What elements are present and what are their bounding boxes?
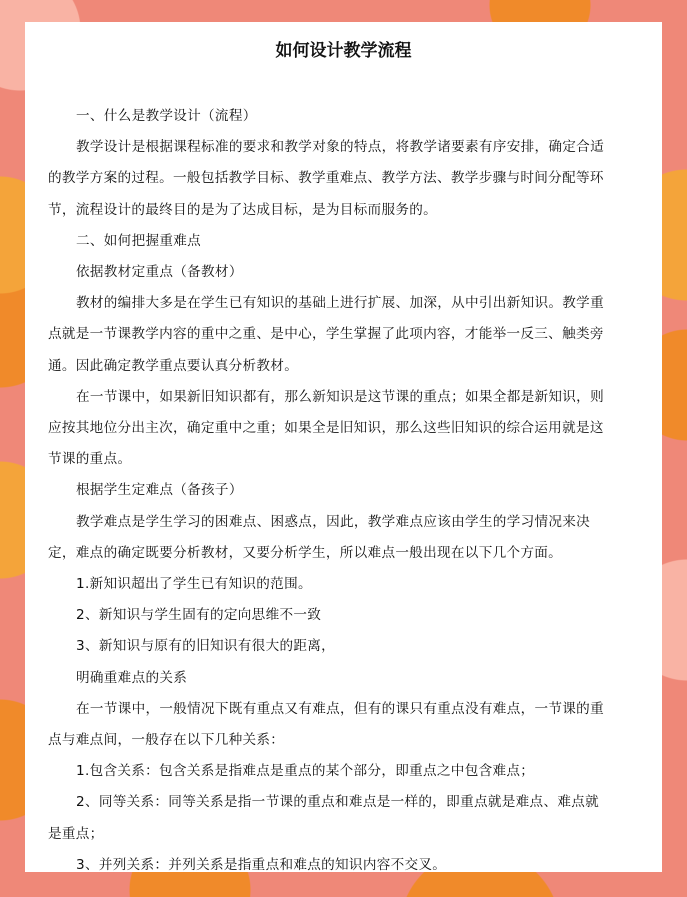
text-line: 点与难点间，一般存在以下几种关系： (48, 732, 285, 748)
text-line: 教学设计是根据课程标准的要求和教学对象的特点，将教学诸要素有序安排，确定合适 (76, 139, 604, 156)
text-line: 教材的编排大多是在学生已有知识的基础上进行扩展、加深，从中引出新知识。教学重 (76, 295, 604, 312)
text-line: 的教学方案的过程。一般包括教学目标、教学重难点、教学方法、教学步骤与时间分配等环 (48, 170, 604, 187)
text-line: 1.新知识超出了学生已有知识的范围。 (76, 576, 312, 592)
document-title: 如何设计教学流程 (275, 41, 412, 61)
text-line: 点就是一节课教学内容的重中之重、是中心，学生掌握了此项内容，才能举一反三、触类旁 (48, 326, 604, 343)
text-line: 2、同等关系：同等关系是指一节课的重点和难点是一样的，即重点就是难点、难点就 (76, 794, 600, 811)
text-line: 节，流程设计的最终目的是为了达成目标，是为目标而服务的。 (48, 201, 438, 218)
text-line: 3、新知识与原有的旧知识有很大的距离， (76, 638, 336, 655)
document-page (25, 22, 662, 872)
text-line: 根据学生定难点（备孩子） (76, 482, 243, 499)
text-line: 3、并列关系：并列关系是指重点和难点的知识内容不交叉。 (76, 856, 447, 873)
text-line: 应按其地位分出主次，确定重中之重；如果全是旧知识，那么这些旧知识的综合运用就是这 (48, 420, 604, 436)
text-line: 在一节课中，如果新旧知识都有，那么新知识是这节课的重点；如果全都是新知识，则 (76, 388, 604, 405)
text-line: 依据教材定重点（备教材） (76, 264, 243, 280)
text-line: 2、新知识与学生固有的定向思维不一致 (76, 607, 322, 624)
text-line: 通。因此确定教学重点要认真分析教材。 (48, 357, 299, 374)
text-line: 在一节课中，一般情况下既有重点又有难点，但有的课只有重点没有难点，一节课的重 (76, 700, 604, 717)
text-line: 明确重难点的关系 (76, 669, 188, 686)
text-line: 是重点； (48, 825, 104, 842)
text-line: 一、什么是教学设计（流程） (76, 108, 257, 124)
text-line: 1.包含关系：包含关系是指难点是重点的某个部分，即重点之中包含难点； (76, 763, 535, 780)
text-line: 节课的重点。 (48, 451, 132, 468)
text-line: 定，难点的确定既要分析教材，又要分析学生，所以难点一般出现在以下几个方面。 (48, 544, 563, 561)
text-line: 二、如何把握重难点 (76, 232, 202, 249)
text-line: 教学难点是学生学习的困难点、困惑点，因此，教学难点应该由学生的学习情况来决 (76, 513, 591, 530)
